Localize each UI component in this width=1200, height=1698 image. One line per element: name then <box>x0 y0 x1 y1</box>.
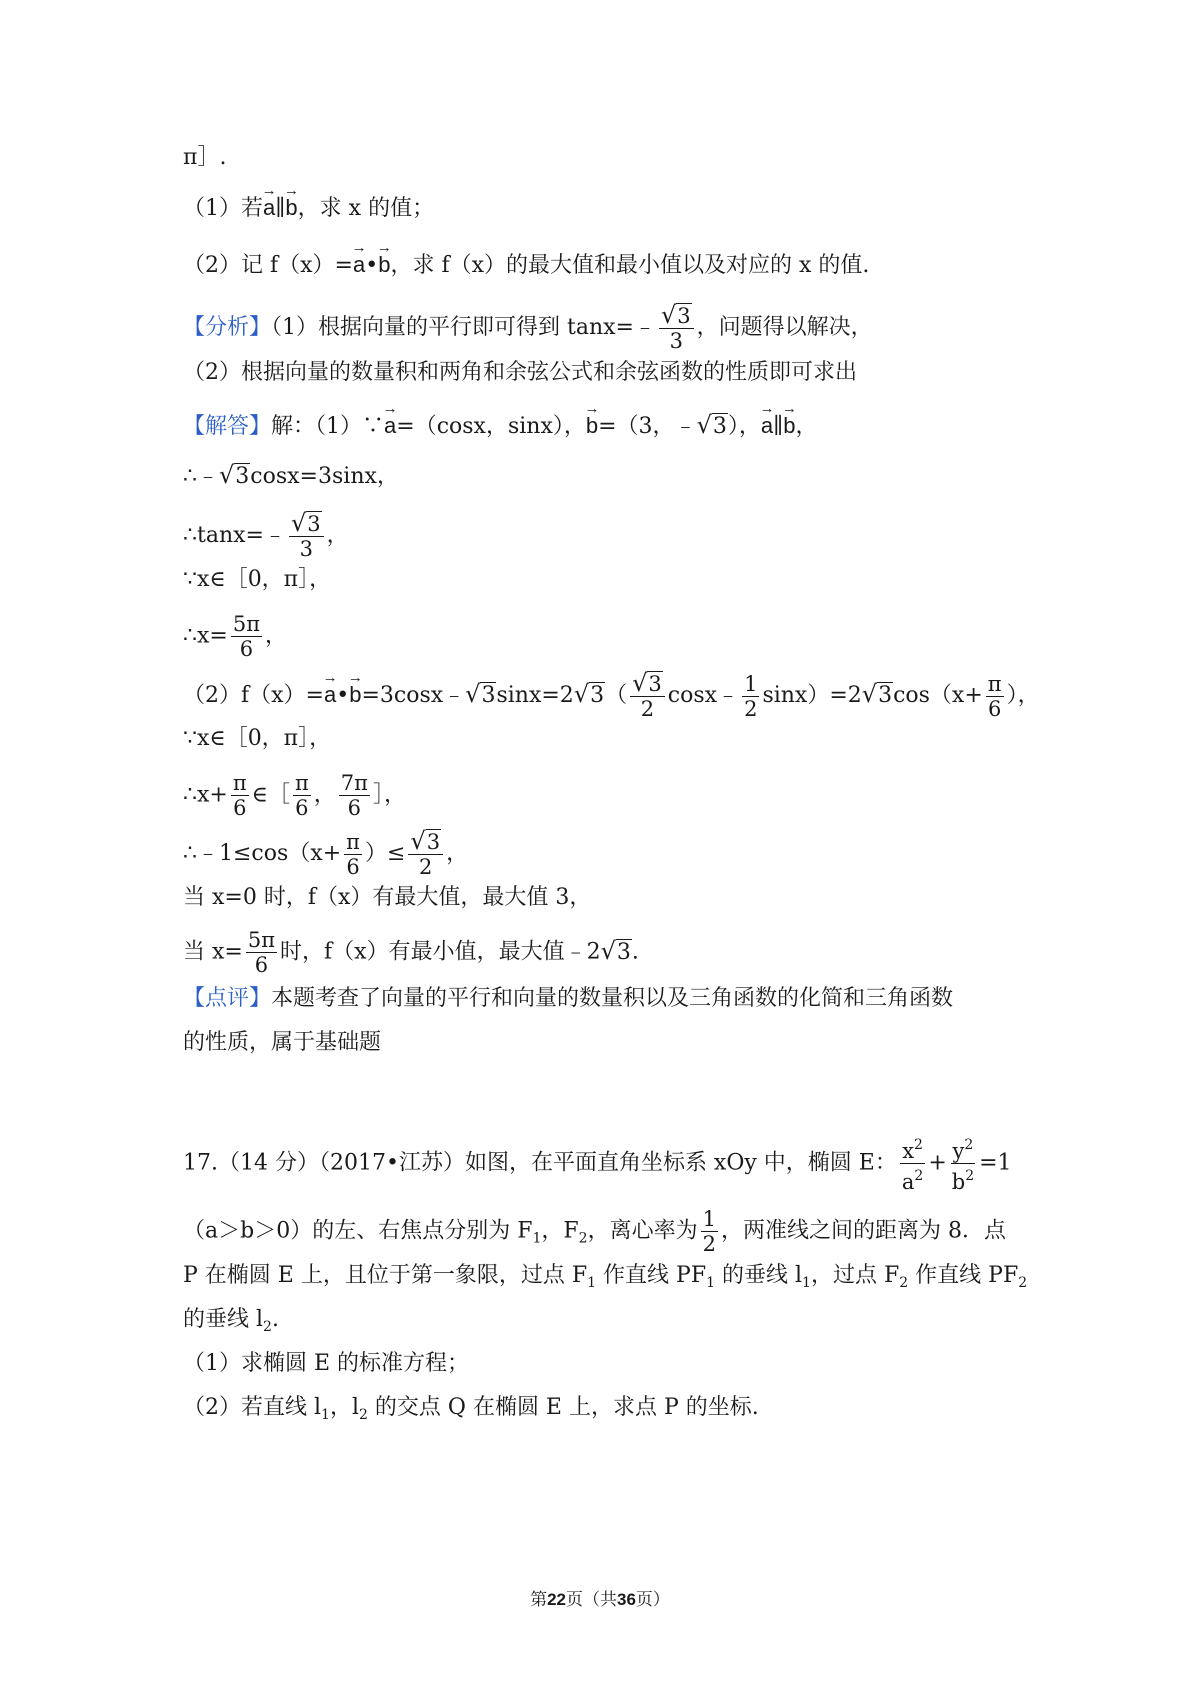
solution-step <box>183 566 331 594</box>
solution-step <box>183 725 331 753</box>
fraction: $\frac{\pi}{6}$ <box>232 771 247 820</box>
sqrt: √3 <box>465 680 496 708</box>
text: 的交点 Q 在椭圆 E 上，求点 P 的坐标. <box>367 1395 759 1420</box>
text: π］. <box>183 145 227 170</box>
sqrt: √3 <box>861 680 893 708</box>
text: 当 x= <box>183 939 243 965</box>
fraction: $\frac{\pi}{6}$ <box>346 829 360 879</box>
total-pages: 36 <box>617 1590 636 1609</box>
analysis-line <box>183 303 873 353</box>
page-footer <box>0 1585 1200 1610</box>
text: ∴﹣ <box>183 464 219 489</box>
solution-step <box>183 612 287 661</box>
vector-a: → a <box>353 251 365 279</box>
analysis-tag: 【分析】 <box>183 315 272 340</box>
text-line <box>183 144 226 172</box>
sqrt: √3 <box>632 669 662 697</box>
text: ， <box>313 782 336 808</box>
fraction: $\frac{1}{2}$ <box>744 671 758 721</box>
text: =3cosx﹣ <box>361 683 466 708</box>
text: ，求 x 的值； <box>297 196 435 221</box>
solution-line <box>183 411 818 441</box>
text: ∵x∈［0，π］， <box>183 726 332 751</box>
text: ，过点 F <box>810 1263 900 1288</box>
solution-step <box>183 511 349 561</box>
problem-17-part-2: （2）若直线 $l_1$，$l_2$ 的交点 Q 在椭圆 E 上，求点 P 的坐标. <box>183 1395 759 1423</box>
text: 的垂线 l <box>183 1307 264 1332</box>
text: ∴﹣1≤cos（x+ <box>183 841 342 866</box>
fraction: $\frac{√3}{3}$ <box>289 511 324 561</box>
text: 作直线 PF <box>596 1263 707 1288</box>
text: cosx=3sinx， <box>250 464 399 489</box>
text: （ <box>605 683 628 708</box>
solution-step <box>183 928 639 977</box>
solution-step <box>183 771 406 820</box>
fraction: $\frac{√3}{2}$ <box>630 671 665 721</box>
sqrt: √3 <box>290 509 321 537</box>
text: ）， <box>1006 683 1040 708</box>
text: 解：（1）∵ <box>271 414 385 439</box>
vector-a: → a <box>384 412 396 440</box>
text: （2）f（x）= <box>183 683 324 708</box>
text: （a＞b＞0）的左、右焦点分别为 F <box>183 1218 533 1244</box>
vector-b: → b <box>285 194 297 222</box>
text: （1）求椭圆 E 的标准方程； <box>183 1351 470 1376</box>
fraction: $\frac{\pi}{6}$ <box>987 671 1002 721</box>
text: 的性质，属于基础题 <box>183 1030 382 1055</box>
analysis-line-2 <box>183 359 857 387</box>
fraction: $\frac{5\pi}{6}$ <box>247 928 276 977</box>
question-part-1 <box>183 194 434 223</box>
text: （1）若 <box>183 196 263 221</box>
page-number: 22 <box>547 1590 566 1609</box>
problem-17-text: 的垂线 $l_2$. <box>183 1307 279 1335</box>
text: （1）根据向量的平行即可得到 tanx=﹣ <box>271 315 656 340</box>
text: （2）根据向量的数量积和两角和余弦公式和余弦函数的性质即可求出 <box>183 360 857 385</box>
text: 17.（14 分）（2017•江苏）如图，在平面直角坐标系 xOy 中，椭圆 E： <box>183 1150 897 1176</box>
vector-b: → b <box>349 681 361 709</box>
text: ∴tanx=﹣ <box>183 523 286 548</box>
solution-step <box>183 829 468 879</box>
vector-b: → b <box>378 251 390 279</box>
text: 时，f（x）有最小值，最大值﹣2 <box>280 939 601 965</box>
text: sinx=2 <box>496 683 574 708</box>
text: ∵x∈［0，π］， <box>183 567 332 592</box>
fraction: $\frac{\pi}{6}$ <box>294 771 309 820</box>
fraction: $\frac{x^2}{a^2}$ <box>900 1133 925 1194</box>
text: （2）若直线 l <box>183 1395 322 1420</box>
dot-symbol: • <box>365 253 379 278</box>
fraction: $\frac{5\pi}{6}$ <box>232 612 261 661</box>
text: sinx）=2 <box>762 683 862 708</box>
text: P 在椭圆 E 上，且位于第一象限，过点 F <box>183 1263 588 1288</box>
text: ∴x+ <box>183 782 228 808</box>
vector-b: → b <box>783 412 795 440</box>
text: ， <box>795 414 818 439</box>
comment-line-2 <box>183 1029 381 1057</box>
problem-17-text: P 在椭圆 E 上，且位于第一象限，过点 $F_1$ 作直线 $PF_1$ 的垂线 $l_1$，过点 $F_2$ 作直线 $PF_2$ <box>183 1263 1028 1291</box>
text: ， <box>446 841 469 866</box>
sqrt: √3 <box>696 411 727 439</box>
text: ，离心率为 <box>587 1218 698 1244</box>
text: 当 x=0 时，f（x）有最大值，最大值 3， <box>183 885 592 910</box>
question-part-2 <box>183 251 869 280</box>
text: 作直线 PF <box>908 1263 1019 1288</box>
sqrt: √3 <box>660 301 691 329</box>
vector-b: → b <box>586 412 598 440</box>
comment-tag: 【点评】 <box>183 986 272 1011</box>
footer-text: 第 <box>530 1590 548 1610</box>
text: ］， <box>372 782 406 808</box>
comment-line <box>183 985 953 1013</box>
fraction: $\frac{1}{2}$ <box>702 1207 716 1256</box>
text: . <box>271 1307 279 1332</box>
text: ∈［ <box>251 782 290 808</box>
fraction: $\frac{√3}{2}$ <box>408 829 443 879</box>
text: =（3，﹣ <box>598 414 697 439</box>
fraction: $\frac{7\pi}{6}$ <box>340 771 368 820</box>
text: ）， <box>727 414 761 439</box>
problem-17-text: （a＞b＞0）的左、右焦点分别为 $F_1$，$F_2$，离心率为 $\frac{1}{2}$ ，两准线之间的距离为 8．点 <box>183 1207 1006 1256</box>
solution-step <box>183 884 591 912</box>
solution-step <box>183 461 399 491</box>
text: ∴x= <box>183 623 228 649</box>
solution-tag: 【解答】 <box>183 414 272 439</box>
solution-part-2 <box>183 671 1040 721</box>
vector-a: → a <box>761 412 773 440</box>
fraction: $\frac{√3}{3}$ <box>659 303 694 353</box>
text: 的垂线 l <box>715 1263 803 1288</box>
sqrt: √3 <box>219 461 250 489</box>
problem-17-part-1 <box>183 1350 469 1378</box>
fraction: $\frac{y^2}{b^2}$ <box>950 1133 976 1194</box>
text: =1 <box>979 1150 1012 1176</box>
text: ，两准线之间的距离为 8．点 <box>720 1218 1006 1244</box>
sqrt: √3 <box>600 936 631 965</box>
text: ，问题得以解决， <box>696 315 873 340</box>
vector-a: → a <box>263 194 275 222</box>
text: ，F <box>541 1218 579 1244</box>
text: ）≤ <box>364 841 406 866</box>
text: cosx﹣ <box>667 683 740 708</box>
footer-text: 页（共 <box>566 1590 617 1610</box>
text: =（cosx，sinx）， <box>396 414 586 439</box>
text: . <box>631 939 639 965</box>
text: 本题考查了向量的平行和向量的数量积以及三角函数的化简和三角函数 <box>271 986 954 1011</box>
text: ， <box>265 623 288 649</box>
text: （2）记 f（x）= <box>183 253 353 278</box>
parallel-symbol: ∥ <box>773 414 784 439</box>
text: ，l <box>329 1395 359 1420</box>
problem-17-header <box>183 1133 1012 1194</box>
parallel-symbol: ∥ <box>275 196 286 221</box>
text: ， <box>326 523 349 548</box>
text: ，求 f（x）的最大值和最小值以及对应的 x 的值. <box>390 253 870 278</box>
footer-text: 页） <box>635 1590 670 1610</box>
sqrt: √3 <box>410 827 441 855</box>
vector-a: → a <box>324 681 336 709</box>
text: + <box>928 1150 947 1176</box>
sqrt: √3 <box>573 680 605 708</box>
dot-symbol: • <box>336 683 350 708</box>
text: cos（x+ <box>893 683 983 708</box>
